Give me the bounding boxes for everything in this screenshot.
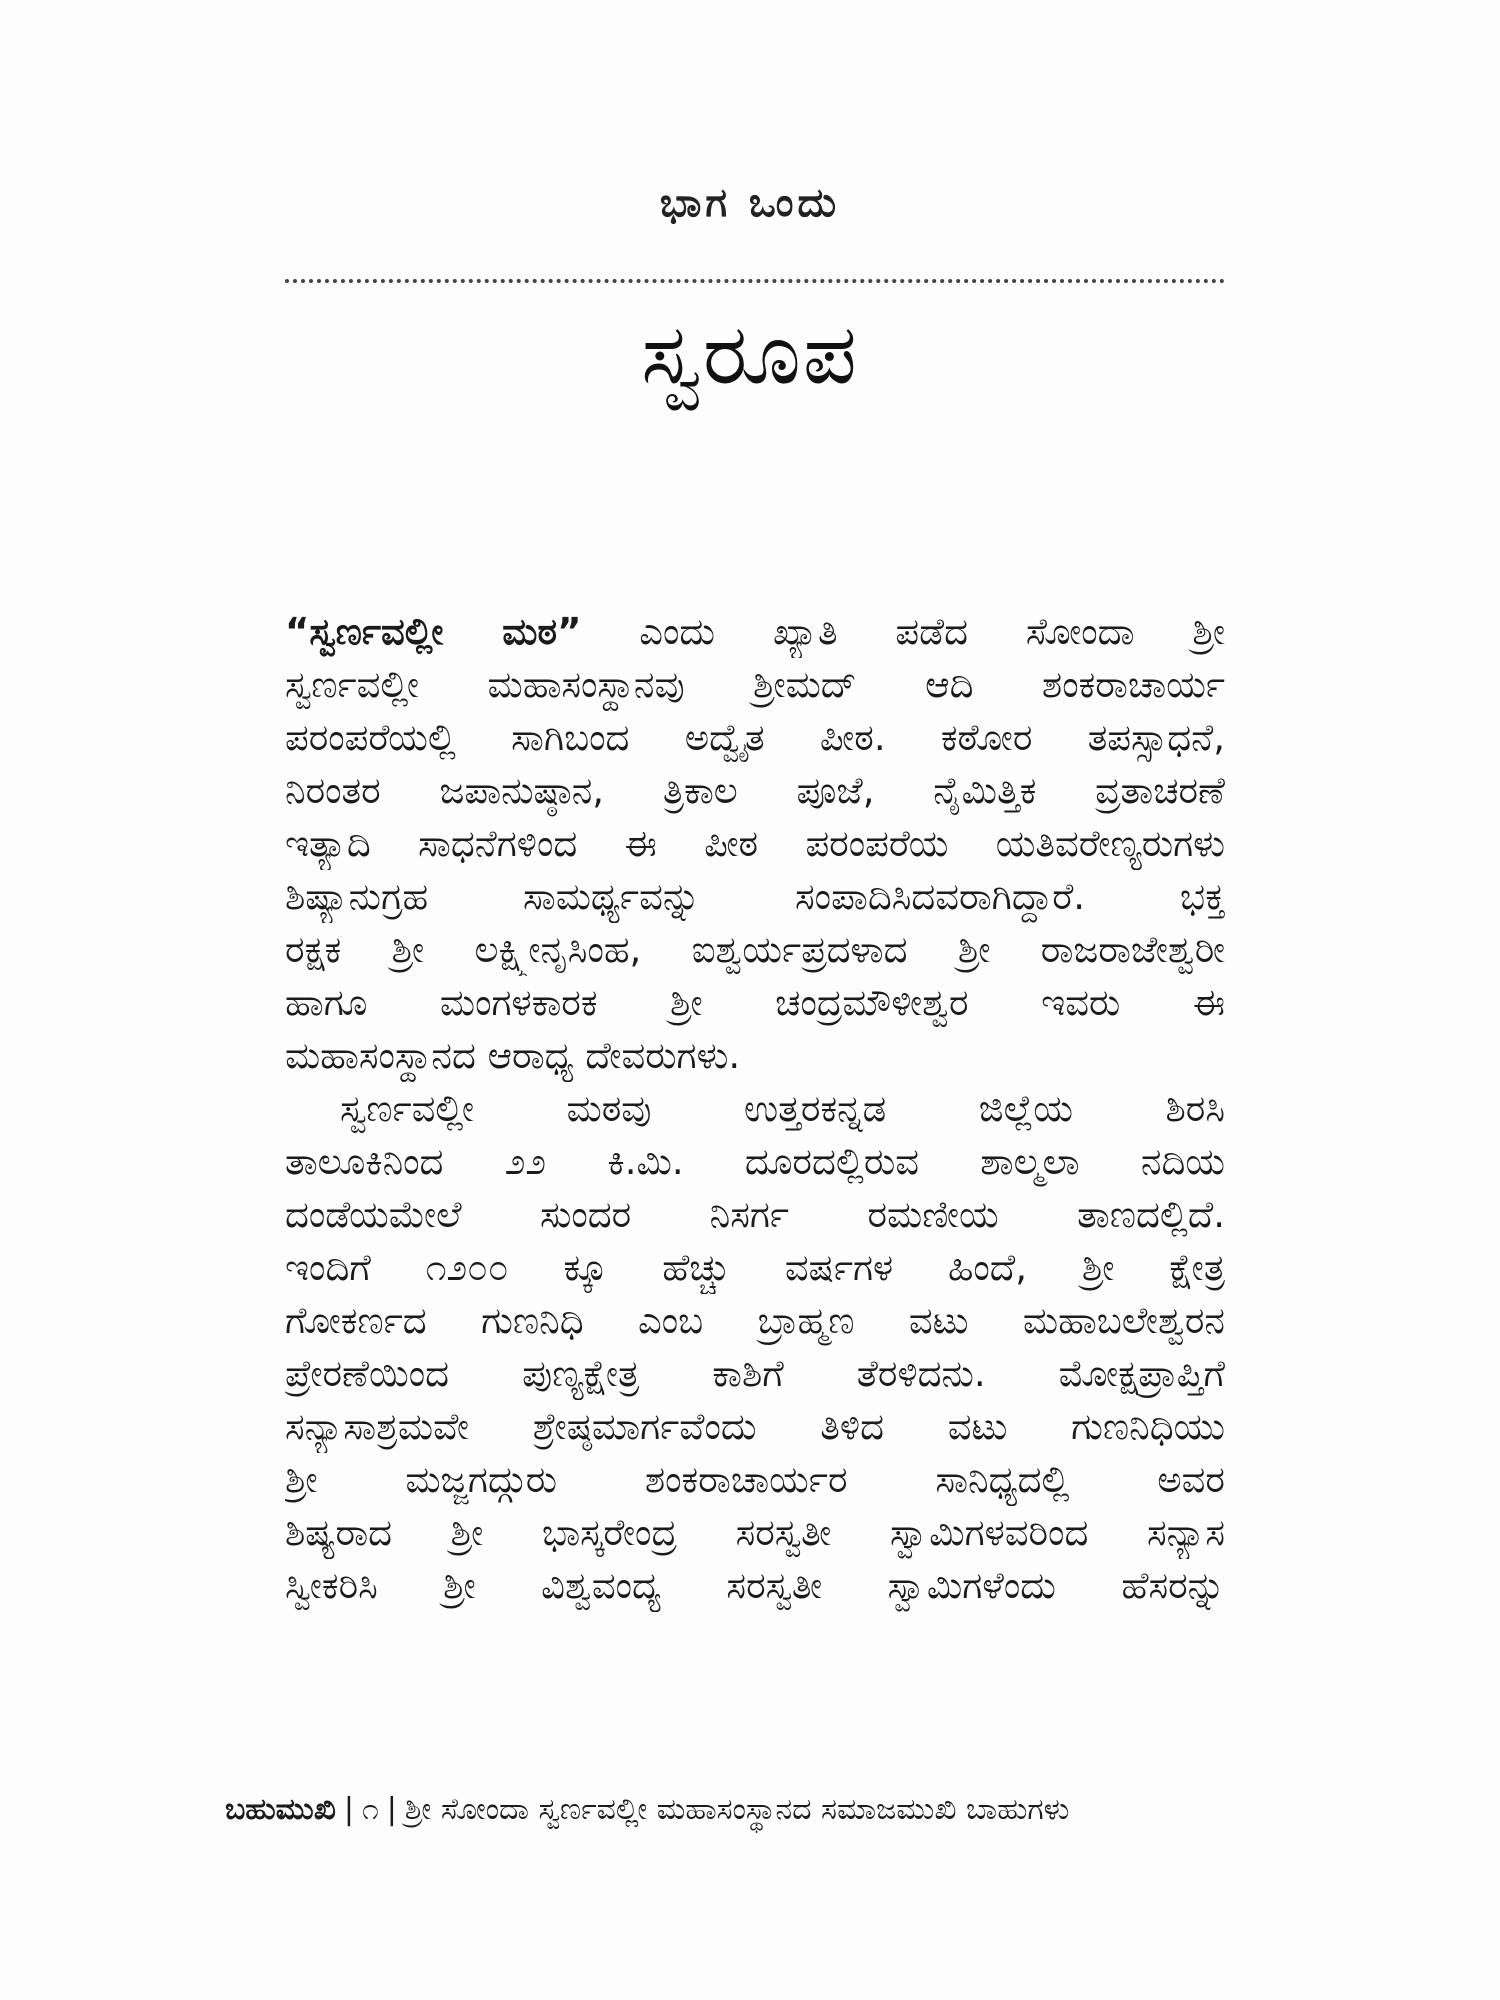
paragraph-1-line: ರಕ್ಷಕ ಶ್ರೀ ಲಕ್ಷ್ಮೀನೃಸಿಂಹ, ಐಶ್ವರ್ಯಪ್ರದಳಾದ ಶ್ರೀ ರಾಜರಾಜೇಶ್ವರೀ	[285, 928, 1225, 971]
paragraph-1-line: ಮಹಾಸಂಸ್ಥಾನದ ಆರಾಧ್ಯ ದೇವರುಗಳು.	[285, 1034, 741, 1077]
paragraph-2-line: ಸ್ವರ್ಣವಲ್ಲೀ ಮಠವು ಉತ್ತರಕನ್ನಡ ಜಿಲ್ಲೆಯ ಶಿರಸಿ	[340, 1087, 1225, 1130]
paragraph-2-line: ಸನ್ಯಾಸಾಶ್ರಮವೇ ಶ್ರೇಷ್ಠಮಾರ್ಗವೆಂದು ತಿಳಿದ ವಟು ಗುಣನಿಧಿಯು	[285, 1405, 1225, 1448]
footer-book-name: ಬಹುಮುಖಿ	[225, 1792, 336, 1827]
paragraph-1-line: ಸ್ವರ್ಣವಲ್ಲೀ ಮಹಾಸಂಸ್ಥಾನವು ಶ್ರೀಮದ್ ಆದಿ ಶಂಕರಾಚಾರ್ಯ	[285, 663, 1225, 706]
paragraph-2-line: ಪ್ರೇರಣೆಯಿಂದ ಪುಣ್ಯಕ್ಷೇತ್ರ ಕಾಶಿಗೆ ತೆರಳಿದನು. ಮೋಕ್ಷಪ್ರಾಪ್ತಿಗೆ	[285, 1352, 1225, 1395]
footer-separator: |	[386, 1792, 397, 1827]
footer-separator: |	[343, 1792, 354, 1827]
paragraph-1-line: ಹಾಗೂ ಮಂಗಳಕಾರಕ ಶ್ರೀ ಚಂದ್ರಮೌಳೀಶ್ವರ ಇವರು ಈ	[285, 981, 1225, 1024]
footer-subtitle: ಶ್ರೀ ಸೋಂದಾ ಸ್ವರ್ಣವಲ್ಲೀ ಮಹಾಸಂಸ್ಥಾನದ ಸಮಾಜಮುಖಿ ಬಾಹುಗಳು	[404, 1792, 1070, 1827]
paragraph-1-line: ಇತ್ಯಾದಿ ಸಾಧನೆಗಳಿಂದ ಈ ಪೀಠ ಪರಂಪರೆಯ ಯತಿವರೇಣ್ಯರುಗಳು	[285, 822, 1225, 865]
paragraph-2-line: ಗೋಕರ್ಣದ ಗುಣನಿಧಿ ಎಂಬ ಬ್ರಾಹ್ಮಣ ವಟು ಮಹಾಬಲೇಶ್ವರನ	[285, 1299, 1225, 1342]
paragraph-2-line: ತಾಲೂಕಿನಿಂದ ೨೨ ಕಿ.ಮಿ. ದೂರದಲ್ಲಿರುವ ಶಾಲ್ಮಲಾ ನದಿಯ	[285, 1140, 1225, 1183]
paragraph-2-line: ಸ್ವೀಕರಿಸಿ ಶ್ರೀ ವಿಶ್ವವಂದ್ಯ ಸರಸ್ವತೀ ಸ್ವಾಮಿಗಳೆಂದು ಹೆಸರನ್ನು	[285, 1564, 1225, 1607]
paragraph-2-line: ಶಿಷ್ಯರಾದ ಶ್ರೀ ಭಾಸ್ಕರೇಂದ್ರ ಸರಸ್ವತೀ ಸ್ವಾಮಿಗಳವರಿಂದ ಸನ್ಯಾಸ	[285, 1511, 1225, 1554]
lead-phrase: “ಸ್ವರ್ಣವಲ್ಲೀ ಮಠ”	[285, 610, 582, 653]
chapter-title: ಸ್ವರೂಪ	[641, 305, 859, 403]
paragraph-2-line: ದಂಡೆಯಮೇಲೆ ಸುಂದರ ನಿಸರ್ಗ ರಮಣೀಯ ತಾಣದಲ್ಲಿದೆ.	[285, 1193, 1225, 1236]
paragraph-1-line: ಪರಂಪರೆಯಲ್ಲಿ ಸಾಗಿಬಂದ ಅದ್ವೈತ ಪೀಠ. ಕಠೋರ ತಪಸ್ಸಾಧನೆ,	[285, 716, 1225, 759]
paragraph-1-line: ಶಿಷ್ಯಾನುಗ್ರಹ ಸಾಮರ್ಥ್ಯವನ್ನು ಸಂಪಾದಿಸಿದವರಾಗಿದ್ದಾರೆ. ಭಕ್ತ	[285, 875, 1225, 918]
dotted-divider	[285, 279, 1225, 283]
body-text	[285, 605, 1225, 1612]
part-label: ಭಾಗ ಒಂದು	[659, 180, 841, 226]
paragraph-2-line: ಇಂದಿಗೆ ೧೨೦೦ ಕ್ಕೂ ಹೆಚ್ಚು ವರ್ಷಗಳ ಹಿಂದೆ, ಶ್ರೀ ಕ್ಷೇತ್ರ	[285, 1246, 1225, 1289]
paragraph-1-line-1	[285, 605, 1225, 658]
page-number: ೧	[361, 1792, 379, 1827]
paragraph-1-line: ನಿರಂತರ ಜಪಾನುಷ್ಠಾನ, ತ್ರಿಕಾಲ ಪೂಜೆ, ನೈಮಿತ್ತಿಕ ವ್ರತಾಚರಣೆ	[285, 769, 1225, 812]
line-text: ಎಂದು ಖ್ಯಾತಿ ಪಡೆದ ಸೋಂದಾ ಶ್ರೀ	[581, 610, 1225, 653]
page-footer	[225, 1792, 1285, 1827]
paragraph-2-line: ಶ್ರೀ ಮಜ್ಜಗದ್ಗುರು ಶಂಕರಾಚಾರ್ಯರ ಸಾನಿಧ್ಯದಲ್ಲಿ ಅವರ	[285, 1458, 1225, 1501]
